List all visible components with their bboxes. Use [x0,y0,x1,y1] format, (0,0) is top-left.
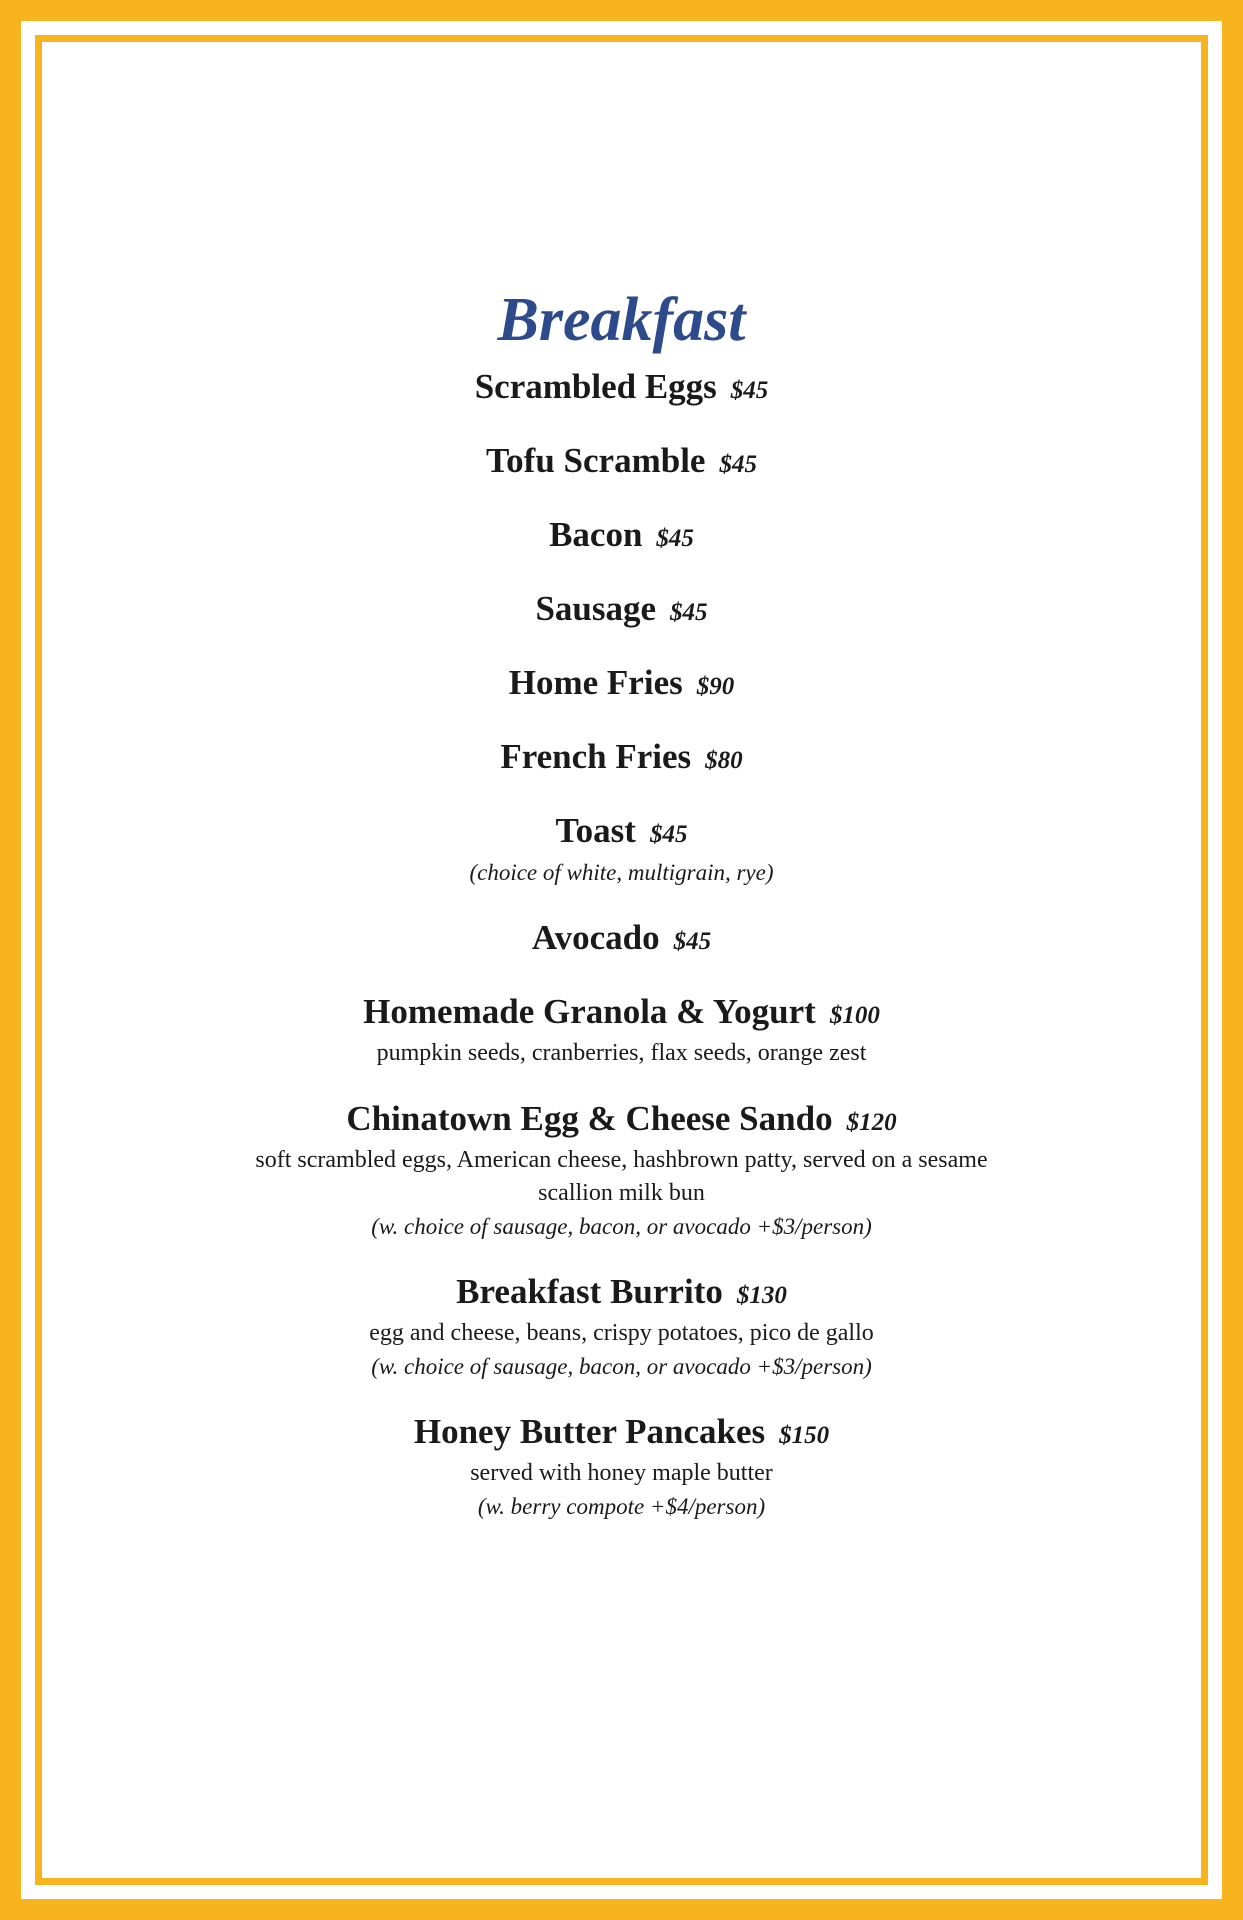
item-price: $130 [736,1282,787,1309]
item-name: Breakfast Burrito [456,1272,723,1311]
item-heading [21,916,1222,963]
item-heading [21,1410,1222,1457]
item-name: Tofu Scramble [486,441,706,480]
item-heading [21,513,1222,560]
item-heading [21,1270,1222,1317]
item-name: Chinatown Egg & Cheese Sando [346,1099,833,1138]
item-description: soft scrambled eggs, American cheese, hashbrown patty, served on a sesame scallion milk bun [255,1147,988,1206]
item-name: Sausage [535,589,657,628]
menu-item-sausage [21,587,1222,634]
item-name: Homemade Granola & Yogurt [363,992,816,1031]
item-note: (w. choice of sausage, bacon, or avocado +$3/person) [371,1354,872,1379]
menu-item-honey-butter-pancakes [21,1410,1222,1523]
item-price: $120 [846,1109,897,1136]
item-name: Scrambled Eggs [474,367,717,406]
item-name: Avocado [531,918,660,957]
item-note: (w. berry compote +$4/person) [477,1494,766,1519]
item-note: (w. choice of sausage, bacon, or avocado +$3/person) [371,1214,872,1239]
item-heading [21,365,1222,412]
menu-item-bacon [21,513,1222,560]
item-heading [21,587,1222,634]
item-name: Honey Butter Pancakes [413,1412,766,1451]
item-price: $150 [779,1422,830,1449]
item-price: $45 [730,377,769,404]
menu-item-home-fries [21,661,1222,708]
menu-item-breakfast-burrito [21,1270,1222,1383]
item-price: $80 [705,747,743,774]
menu-item-french-fries [21,735,1222,782]
item-heading [21,990,1222,1037]
menu-item-tofu-scramble [21,439,1222,486]
item-note: (choice of white, multigrain, rye) [469,860,774,885]
menu-item-egg-cheese-sando [21,1097,1222,1243]
item-description: egg and cheese, beans, crispy potatoes, pico de gallo [369,1320,874,1346]
item-heading [21,439,1222,486]
item-name: Bacon [549,515,643,554]
menu-item-scrambled-eggs [21,365,1222,412]
item-price: $45 [656,525,694,552]
item-price: $45 [670,599,708,626]
item-description: pumpkin seeds, cranberries, flax seeds, orange zest [376,1040,867,1066]
item-price: $90 [696,673,735,700]
item-price: $45 [673,928,712,955]
menu-item-granola-yogurt [21,990,1222,1070]
item-price: $45 [719,451,757,478]
item-price: $100 [829,1002,880,1029]
menu-title: Breakfast [497,286,746,354]
item-heading [21,1097,1222,1144]
item-heading [21,809,1222,856]
page-background [21,21,1222,1899]
item-heading [21,661,1222,708]
item-name: Toast [555,811,636,850]
item-price: $45 [649,821,688,848]
item-heading [21,735,1222,782]
item-name: French Fries [500,737,692,776]
menu-item-avocado [21,916,1222,963]
menu-item-toast [21,809,1222,889]
item-description: served with honey maple butter [470,1460,773,1486]
menu-content [21,283,1222,1550]
item-name: Home Fries [508,663,683,702]
